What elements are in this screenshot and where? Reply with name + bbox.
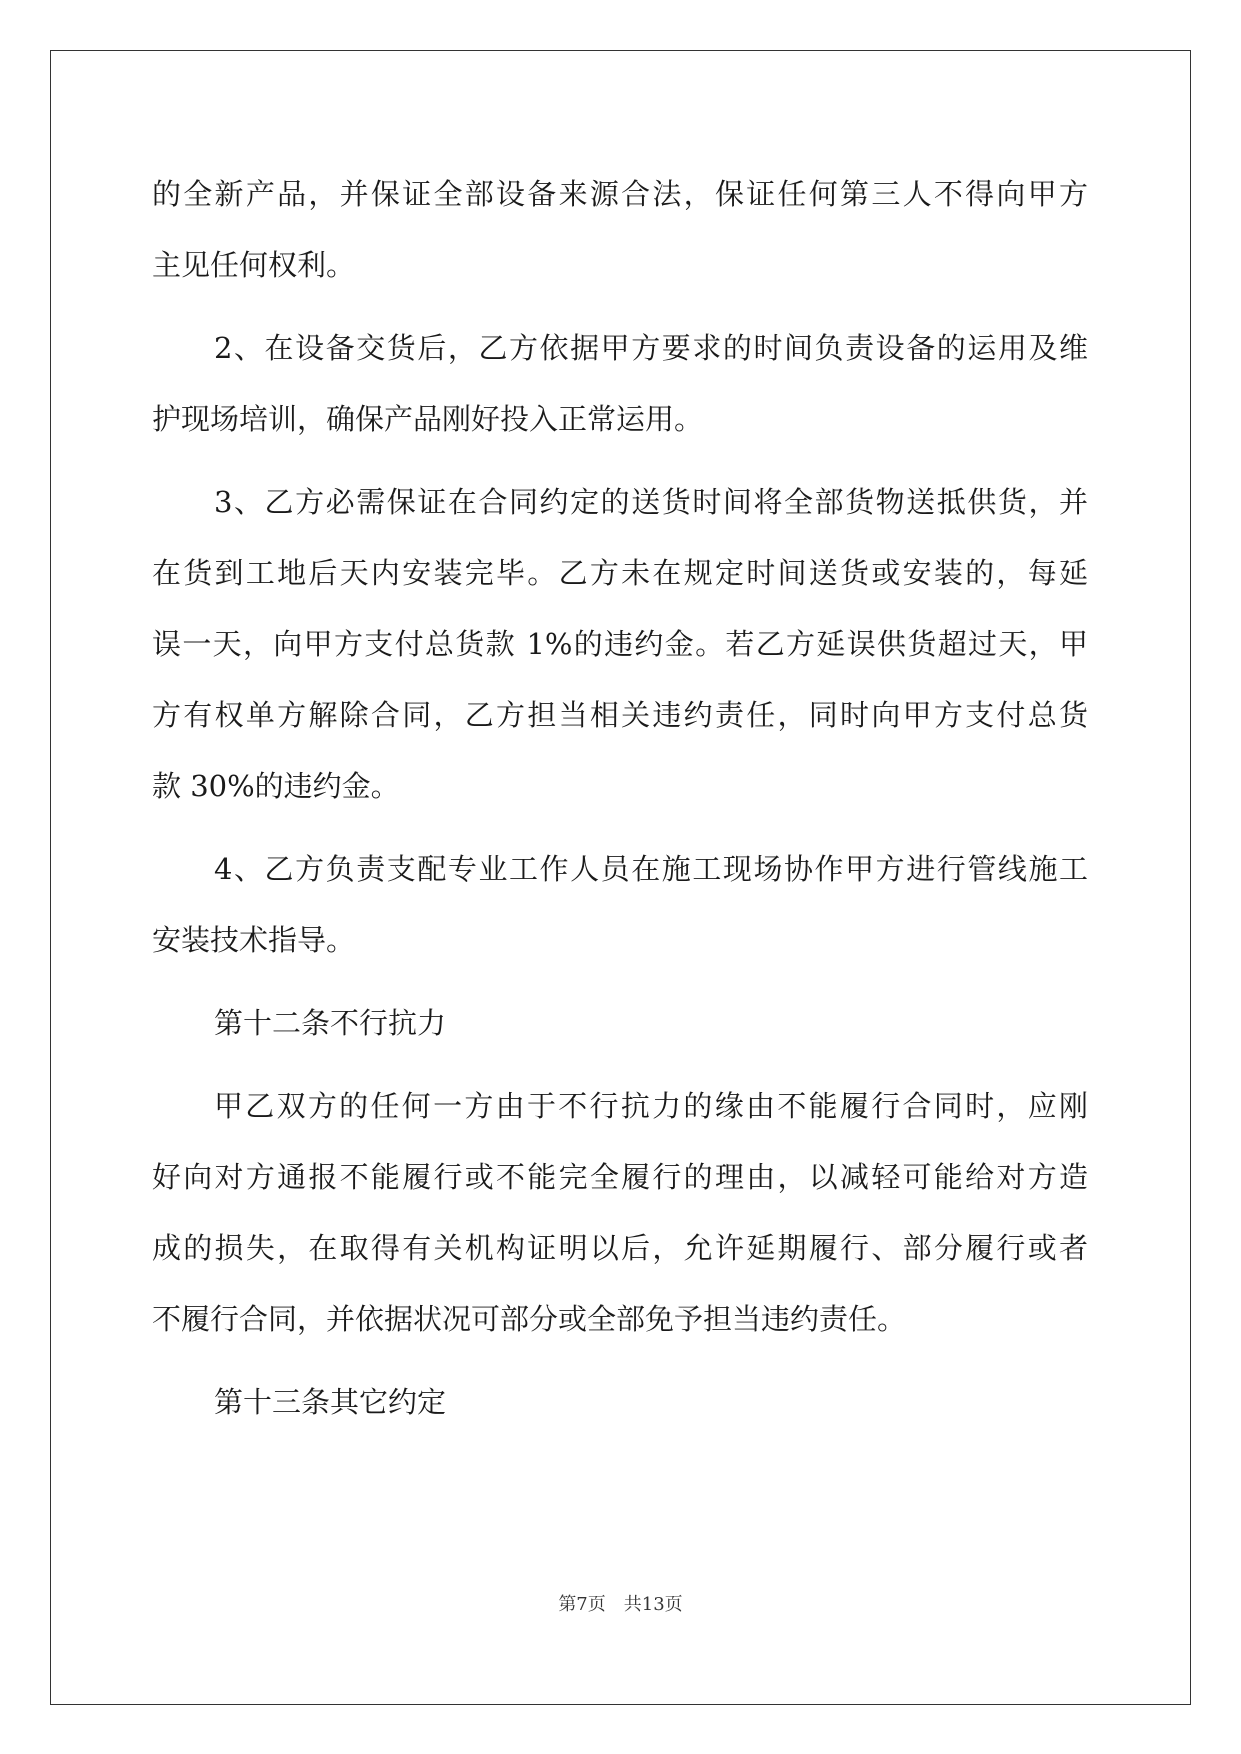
text-line: 成的损失，在取得有关机构证明以后，允许延期履行、部分履行或者 xyxy=(152,1231,1088,1265)
text-line: 安装技术指导。 xyxy=(152,923,356,957)
text-line: 护现场培训，确保产品刚好投入正常运用。 xyxy=(152,402,704,436)
section-heading: 第十二条不行抗力 xyxy=(214,1006,447,1040)
page-total: 共13页 xyxy=(623,1594,683,1615)
page-footer xyxy=(0,1590,1241,1616)
paragraph-start: 3、乙方必需保证在合同约定的送货时间将全部货物送抵供货，并 xyxy=(214,485,1088,519)
section-heading: 第十三条其它约定 xyxy=(214,1385,447,1419)
page-number: 第7页 xyxy=(558,1594,606,1615)
paragraph-start: 2、在设备交货后，乙方依据甲方要求的时间负责设备的运用及维 xyxy=(214,331,1088,365)
text-line: 在货到工地后天内安装完毕。乙方未在规定时间送货或安装的，每延 xyxy=(152,556,1088,590)
paragraph-start: 甲乙双方的任何一方由于不行抗力的缘由不能履行合同时，应刚 xyxy=(214,1089,1088,1123)
text-line: 款 30%的违约金。 xyxy=(152,769,400,803)
document-body xyxy=(152,165,1088,1444)
text-line: 不履行合同，并依据状况可部分或全部免予担当违约责任。 xyxy=(152,1302,907,1336)
text-line: 的全新产品，并保证全部设备来源合法，保证任何第三人不得向甲方 xyxy=(152,177,1088,211)
text-line: 方有权单方解除合同，乙方担当相关违约责任，同时向甲方支付总货 xyxy=(152,698,1088,732)
text-line: 主见任何权利。 xyxy=(152,248,356,282)
text-line: 误一天，向甲方支付总货款 1%的违约金。若乙方延误供货超过天，甲 xyxy=(152,627,1088,661)
text-line: 好向对方通报不能履行或不能完全履行的理由，以减轻可能给对方造 xyxy=(152,1160,1088,1194)
paragraph-start: 4、乙方负责支配专业工作人员在施工现场协作甲方进行管线施工 xyxy=(214,852,1088,886)
